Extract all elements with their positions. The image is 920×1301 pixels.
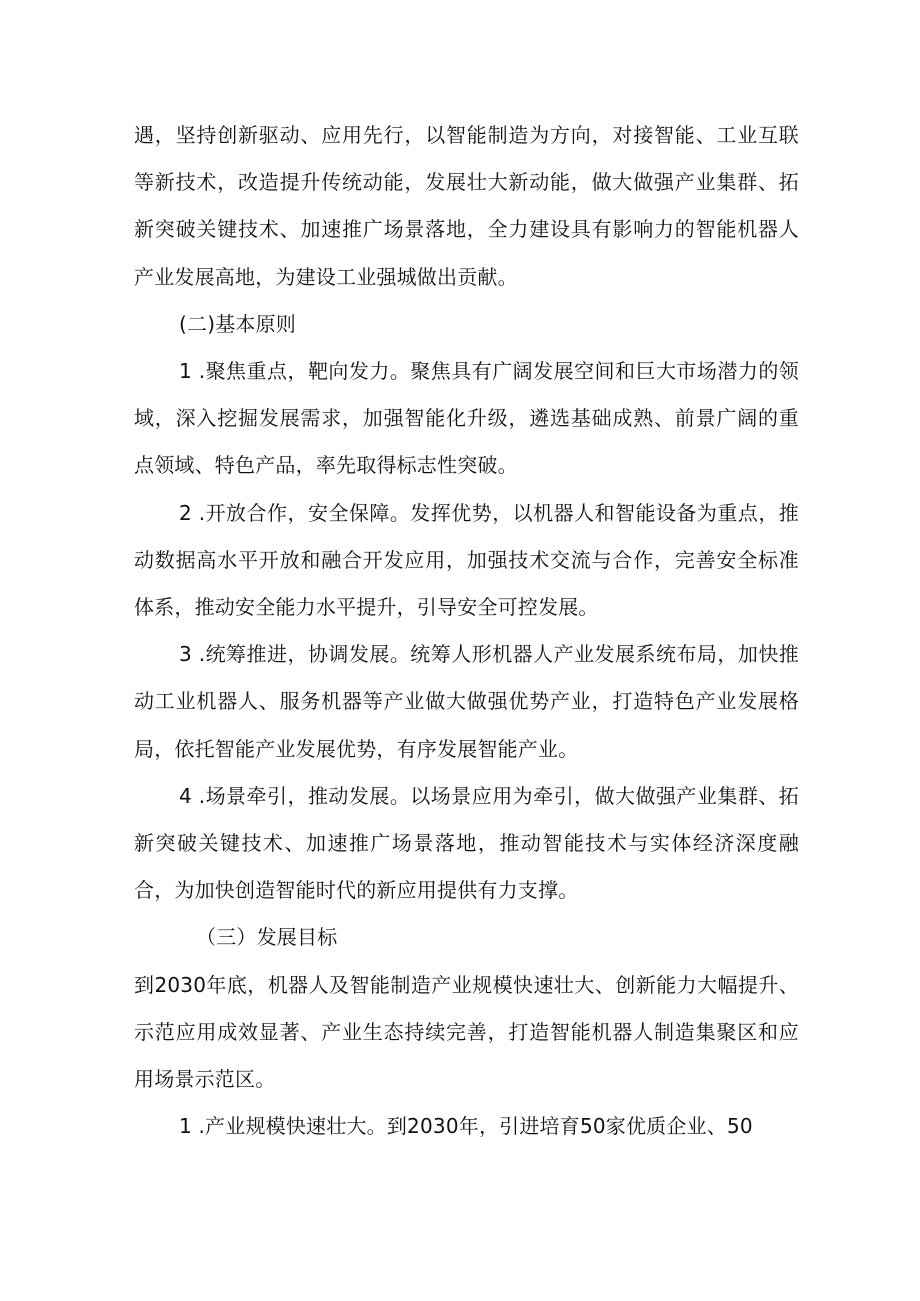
document-body bbox=[134, 112, 799, 1150]
section-heading-basic-principles: (二)基本原则 bbox=[179, 311, 297, 336]
goal-1-paragraph: 1 .产业规模快速壮大。到2030年，引进培育50家优质企业、50 bbox=[179, 1114, 753, 1139]
principle-3-paragraph: 3 .统筹推进，协调发展。统筹人形机器人产业发展系统布局，加快推动工业机器人、服务机器等产业做大做强优势产业，打造特色产业发展格局，依托智能产业发展优势，有序发展智能产业。 bbox=[134, 642, 799, 761]
goals-overview-paragraph: 到2030年底，机器人及智能制造产业规模快速壮大、创新能力大幅提升、示范应用成效显著、产业生态持续完善，打造智能机器人制造集聚区和应用场景示范区。 bbox=[134, 972, 799, 1092]
principle-1-paragraph: 1 .聚焦重点，靶向发力。聚焦具有广阔发展空间和巨大市场潜力的领域，深入挖掘发展需求，加强智能化升级，遴选基础成熟、前景广阔的重点领域、特色产品，率先取得标志性突破。 bbox=[134, 359, 799, 478]
principle-2-paragraph: 2 .开放合作，安全保障。发挥优势，以机器人和智能设备为重点，推动数据高水平开放和融合开发应用，加强技术交流与合作，完善安全标准体系，推动安全能力水平提升，引导安全可控发展。 bbox=[134, 500, 799, 620]
section-heading-development-goals: （三）发展目标 bbox=[196, 925, 338, 950]
principle-4-paragraph: 4 .场景牵引，推动发展。以场景应用为牵引，做大做强产业集群、拓新突破关键技术、加速推广场景落地，推动智能技术与实体经济深度融合，为加快创造智能时代的新应用提供有力支撑。 bbox=[134, 783, 799, 903]
paragraph-intro-continuation: 遇，坚持创新驱动、应用先行，以智能制造为方向，对接智能、工业互联等新技术，改造提升传统动能，发展壮大新动能，做大做强产业集群、拓新突破关键技术、加速推广场景落地，全力建设具有影响力的智能机器人产业发展高地，为建设工业强城做出贡献。 bbox=[134, 123, 799, 289]
